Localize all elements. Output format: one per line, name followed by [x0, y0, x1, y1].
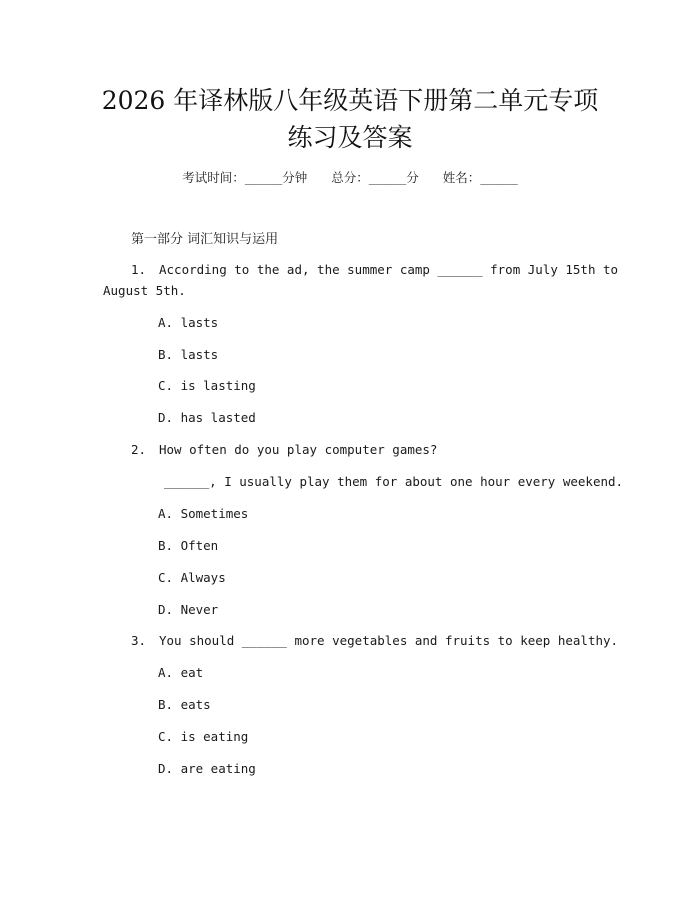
question-2-option-c: C. Always [158, 570, 226, 585]
question-1-text-line2: August 5th. [103, 283, 186, 298]
document-title-line1: 2026 年译林版八年级英语下册第二单元专项 [101, 86, 599, 115]
question-1-option-b: B. lasts [158, 347, 219, 362]
question-1-stem [131, 261, 618, 279]
question-1-option-c: C. is lasting [158, 378, 256, 393]
section-title: 第一部分 词汇知识与运用 [131, 232, 279, 247]
question-1-option-a: A. lasts [158, 315, 219, 330]
question-2-option-d: D. Never [158, 602, 219, 617]
question-1-text-line1: According to the ad, the summer camp ______ from July 15th to [159, 262, 619, 277]
question-3-text-line1: You should ______ more vegetables and fruits to keep healthy. [159, 633, 619, 648]
question-3-option-c: C. is eating [158, 729, 249, 744]
total-score-field: 总分：______分 [331, 170, 419, 185]
student-name-field: 姓名：______ [442, 170, 518, 185]
document-title-line2: 练习及答案 [287, 123, 413, 152]
question-2-stem [131, 441, 437, 459]
question-2-option-a: A. Sometimes [158, 506, 249, 521]
question-3-stem [131, 632, 618, 650]
question-2-number: 2. [131, 442, 147, 457]
question-3-option-d: D. are eating [158, 761, 256, 776]
question-3-option-b: B. eats [158, 697, 211, 712]
question-2-option-b: B. Often [158, 538, 219, 553]
question-3-number: 3. [131, 633, 147, 648]
question-3-option-a: A. eat [158, 665, 204, 680]
exam-info-row [0, 168, 700, 188]
exam-time-field: 考试时间：______分钟 [182, 170, 308, 185]
question-1-option-d: D. has lasted [158, 410, 256, 425]
question-1-number: 1. [131, 262, 147, 277]
question-2-text-line1: How often do you play computer games? [159, 442, 438, 457]
question-2-text-line2: ______, I usually play them for about one hour every weekend. [164, 474, 624, 489]
